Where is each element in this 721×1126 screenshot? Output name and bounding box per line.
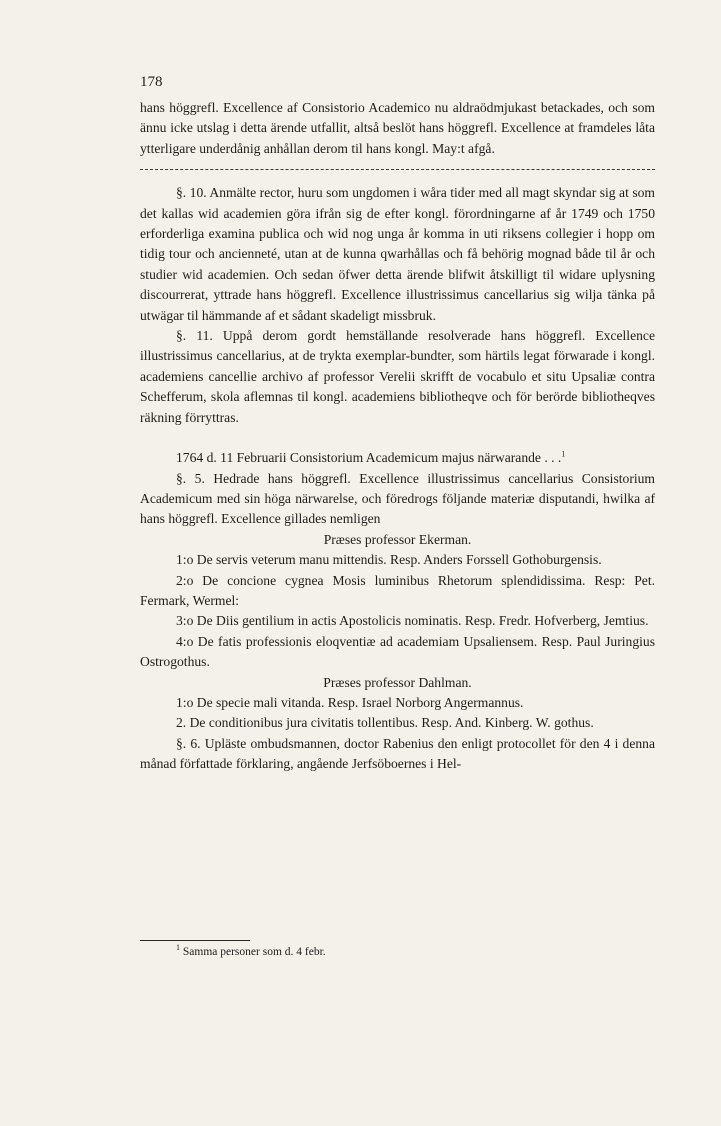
disputation-5: 1:o De specie mali vitanda. Resp. Israel Norborg Angermannus. (176, 694, 524, 710)
paragraph-section-10: §. 10. Anmälte rector, huru som ungdomen i wåra tider med all magt skyndar sig at som det kallas wid academien göra ifrån sig de efter kongl. förordningarne af år 1749 och 1750 erforderliga examina publica och wid nog unga år komma in uti riksens collegier i hopp om tidig tour och ancienneté, utan at de kunna qwarhållas och få behörig mognad både til år och studier wid academien. Och sedan öfwer detta ärende blifwit åtskilligt til widare uplysning discourrerat, yttrade hans höggrefl. Excellence illustrissimus cancellarius sig wilja tänka på utwägar til hämmande af et sådant skadeligt missbruk. (140, 185, 655, 323)
body-text (140, 98, 655, 775)
disputation-4: 4:o De fatis professionis eloqventiæ ad academiam Upsaliensem. Resp. Paul Juringius Ostrogothus. (140, 633, 655, 670)
paragraph-section-11: §. 11. Uppå derom gordt hemställande resolverade hans höggrefl. Excellence illustrissimus cancellarius, at de trykta exemplar-bundter, som härtils legat förwarade i kongl. academiens cancellie archivo af professor Verelii skrifft de vocabulo et situ Upsaliæ contra Schefferum, skola aflemnas til kongl. academiens bibliotheqve och för berörde bibliotheqves räkning förryttras. (140, 328, 655, 425)
praeses-ekerman: Præses professor Ekerman. (323, 531, 472, 547)
footnote-text: Samma personer som d. 4 febr. (182, 946, 326, 958)
session-heading (140, 448, 655, 468)
paragraph-continuation: hans höggrefl. Excellence af Consistorio Academico nu aldraödmjukast betackades, och som ännu icke utslag i detta ärende utfallit, altså beslöt hans höggrefl. Excellence at framdeles låta ytterligare underdånig anhållan derom til hans kongl. May:t afgå. (140, 100, 655, 156)
paragraph-section-5: §. 5. Hedrade hans höggrefl. Excellence illustrissimus cancellarius Consistorium Academicum med sin höga närwarelse, och föredrogs följande materiæ disputandi, hwilka af hans höggrefl. Excellence gillades nemligen (140, 470, 655, 527)
praeses-dahlman: Præses professor Dahlman. (323, 674, 472, 690)
footnote-ref: 1 (561, 449, 566, 459)
disputation-2: 2:o De concione cygnea Mosis luminibus Rhetorum splendidissima. Resp: Pet. Fermark, Wermel: (140, 572, 655, 608)
disputation-6: 2. De conditionibus jura civitatis tollentibus. Resp. And. Kinberg. W. gothus. (176, 715, 594, 731)
section-divider (140, 169, 655, 170)
footnote-rule (140, 940, 250, 941)
page-number: 178 (140, 74, 163, 90)
disputation-1: 1:o De servis veterum manu mittendis. Resp. Anders Forssell Gothoburgensis. (176, 552, 602, 568)
spacer (140, 428, 655, 448)
footnote (176, 944, 326, 960)
disputation-3: 3:o De Diis gentilium in actis Apostolicis nominatis. Resp. Fredr. Hofverberg, Jemtius. (176, 613, 649, 629)
footnote-mark: 1 (176, 943, 180, 953)
paragraph-section-6: §. 6. Upläste ombudsmannen, doctor Rabenius den enligt protocollet för den 4 i denna månad författade förklaring, angående Jerfsöboernes i Hel- (140, 735, 655, 772)
session-heading-text: 1764 d. 11 Februarii Consistorium Academicum majus närwarande . . . (176, 450, 562, 466)
